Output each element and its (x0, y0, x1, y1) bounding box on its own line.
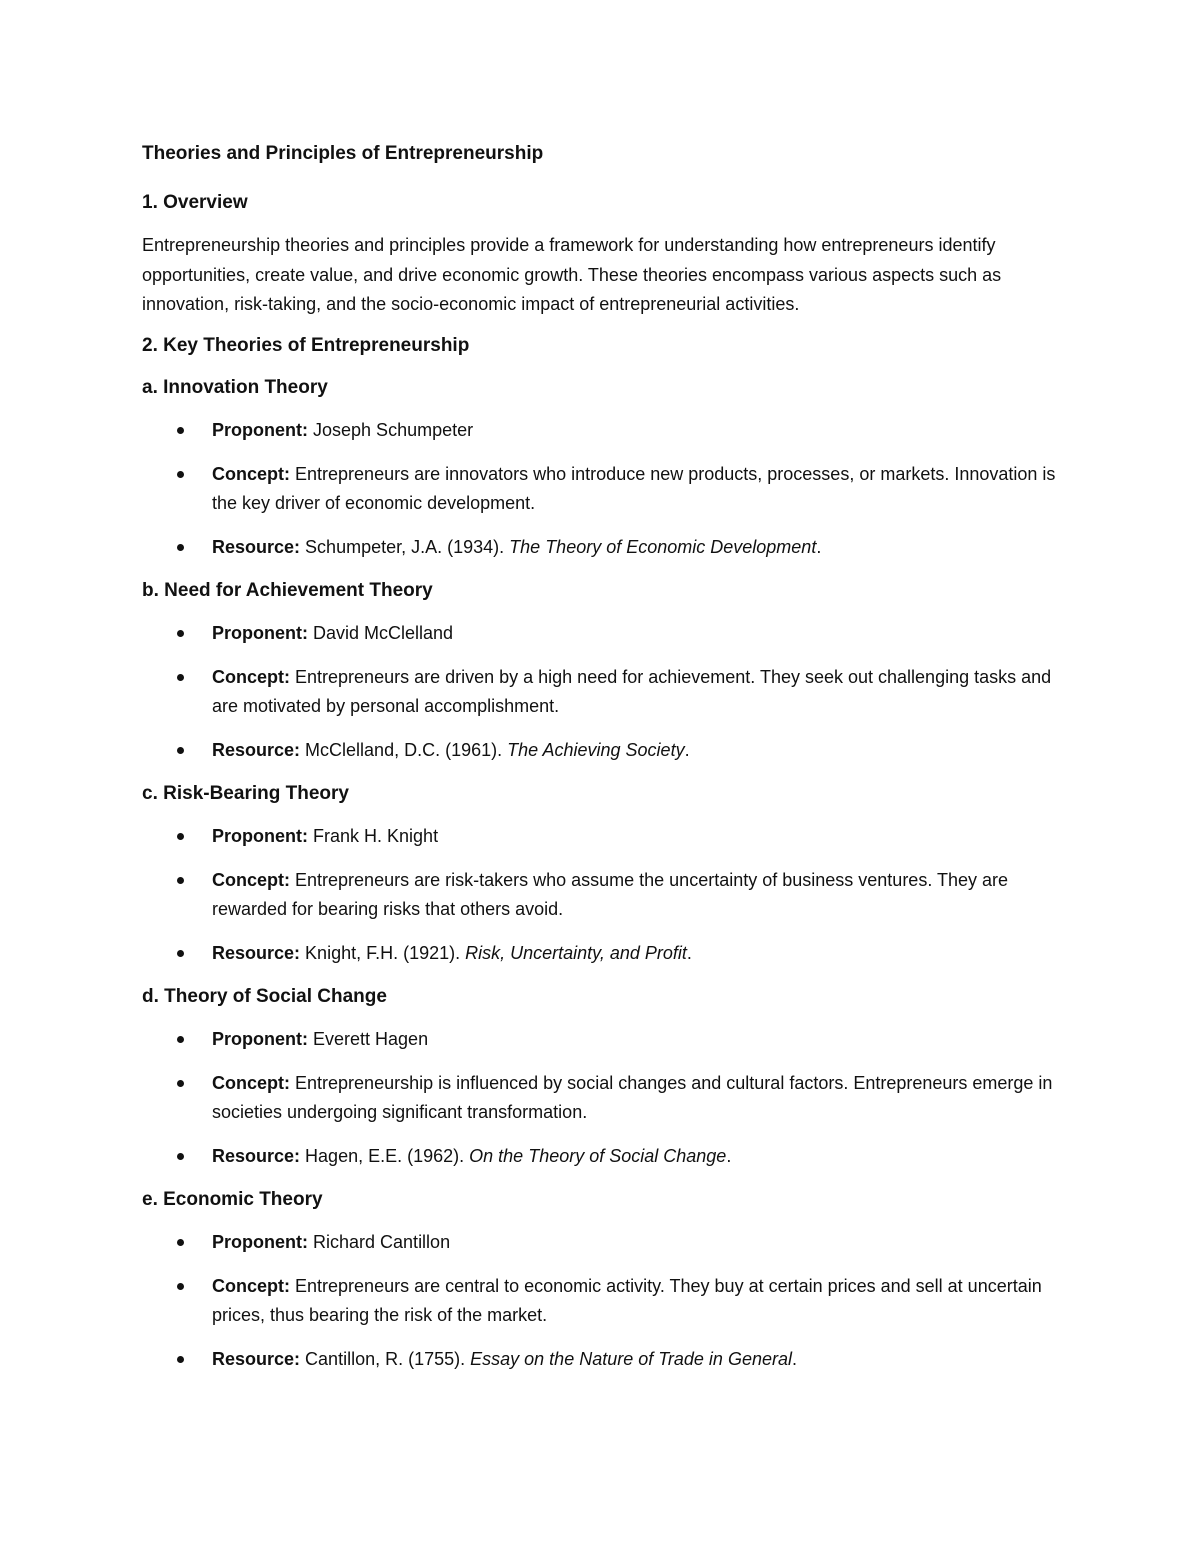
bullet-icon (177, 1283, 184, 1290)
theory-section-economic (142, 1186, 1062, 1374)
resource-citation: Cantillon, R. (1755). (305, 1348, 466, 1369)
proponent-item (142, 1025, 1062, 1054)
bullet-icon (177, 1080, 184, 1087)
resource-label: Resource: (212, 536, 301, 557)
bullet-icon (177, 950, 184, 957)
document-body (142, 140, 1062, 1389)
theory-bullet-list (142, 822, 1062, 968)
proponent-label: Proponent: (212, 1028, 308, 1049)
concept-item (142, 460, 1062, 518)
proponent-item (142, 1228, 1062, 1257)
proponent-name: Joseph Schumpeter (313, 419, 474, 440)
resource-citation: Hagen, E.E. (1962). (305, 1145, 465, 1166)
bullet-icon (177, 1356, 184, 1363)
theory-section-achievement (142, 577, 1062, 765)
resource-item (142, 533, 1062, 562)
bullet-icon (177, 833, 184, 840)
overview-heading: 1. Overview (142, 192, 248, 213)
document-title: Theories and Principles of Entrepreneurship (142, 143, 544, 164)
proponent-item (142, 822, 1062, 851)
bullet-icon (177, 1036, 184, 1043)
resource-title: Essay on the Nature of Trade in General (470, 1348, 792, 1369)
resource-end: . (726, 1145, 732, 1166)
proponent-label: Proponent: (212, 622, 308, 643)
proponent-label: Proponent: (212, 419, 308, 440)
theory-heading: c. Risk-Bearing Theory (142, 782, 349, 804)
resource-title: On the Theory of Social Change (469, 1145, 727, 1166)
concept-item (142, 663, 1062, 721)
resource-item (142, 1345, 1062, 1374)
theory-heading: e. Economic Theory (142, 1188, 323, 1210)
proponent-item (142, 619, 1062, 648)
proponent-label: Proponent: (212, 1231, 308, 1252)
proponent-name: Everett Hagen (313, 1028, 429, 1049)
concept-text: Entrepreneurs are driven by a high need for achievement. They seek out challenging tasks and are motivated by personal accomplishment. (212, 666, 1052, 716)
proponent-name: Richard Cantillon (313, 1231, 451, 1252)
bullet-icon (177, 630, 184, 637)
bullet-icon (177, 427, 184, 434)
resource-label: Resource: (212, 1145, 301, 1166)
proponent-label: Proponent: (212, 825, 308, 846)
concept-item (142, 1272, 1062, 1330)
overview-paragraph: Entrepreneurship theories and principles provide a framework for understanding how entrepreneurs identify opportunities, create value, and drive economic growth. These theories encompass various aspects such as innovation, risk-taking, and the socio-economic impact of entrepreneurial activities. (142, 235, 1002, 314)
theory-bullet-list (142, 619, 1062, 765)
bullet-icon (177, 674, 184, 681)
bullet-icon (177, 747, 184, 754)
resource-item (142, 1142, 1062, 1171)
resource-end: . (816, 536, 822, 557)
theory-heading: a. Innovation Theory (142, 376, 328, 398)
proponent-name: Frank H. Knight (313, 825, 439, 846)
concept-label: Concept: (212, 1072, 290, 1093)
concept-label: Concept: (212, 1275, 290, 1296)
concept-text: Entrepreneurs are risk-takers who assume the uncertainty of business ventures. They are rewarded for bearing risks that others avoid. (212, 869, 1009, 919)
resource-citation: McClelland, D.C. (1961). (305, 739, 503, 760)
theory-bullet-list (142, 1025, 1062, 1171)
bullet-icon (177, 471, 184, 478)
bullet-icon (177, 1239, 184, 1246)
resource-title: The Theory of Economic Development (509, 536, 817, 557)
bullet-icon (177, 1153, 184, 1160)
resource-end: . (686, 942, 692, 963)
resource-label: Resource: (212, 942, 301, 963)
theory-section-risk-bearing (142, 780, 1062, 968)
theory-heading: b. Need for Achievement Theory (142, 579, 433, 601)
resource-title: The Achieving Society (507, 739, 685, 760)
concept-text: Entrepreneurs are innovators who introduce new products, processes, or markets. Innovation is the key driver of economic development. (212, 463, 1056, 513)
resource-citation: Knight, F.H. (1921). (305, 942, 461, 963)
key-theories-heading: 2. Key Theories of Entrepreneurship (142, 334, 470, 356)
bullet-icon (177, 544, 184, 551)
bullet-icon (177, 877, 184, 884)
concept-label: Concept: (212, 463, 290, 484)
theory-section-social-change (142, 983, 1062, 1171)
concept-label: Concept: (212, 869, 290, 890)
theory-heading: d. Theory of Social Change (142, 985, 387, 1007)
concept-item (142, 866, 1062, 924)
resource-citation: Schumpeter, J.A. (1934). (305, 536, 505, 557)
resource-title: Risk, Uncertainty, and Profit (465, 942, 687, 963)
theory-section-innovation (142, 374, 1062, 562)
theory-bullet-list (142, 1228, 1062, 1374)
concept-text: Entrepreneurs are central to economic activity. They buy at certain prices and sell at uncertain prices, thus bearing the risk of the market. (212, 1275, 1042, 1325)
proponent-name: David McClelland (313, 622, 454, 643)
resource-end: . (791, 1348, 797, 1369)
concept-item (142, 1069, 1062, 1127)
resource-item (142, 736, 1062, 765)
concept-label: Concept: (212, 666, 290, 687)
resource-label: Resource: (212, 739, 301, 760)
resource-item (142, 939, 1062, 968)
concept-text: Entrepreneurship is influenced by social changes and cultural factors. Entrepreneurs emerge in societies undergoing significant transformation. (212, 1072, 1053, 1122)
resource-label: Resource: (212, 1348, 301, 1369)
resource-end: . (684, 739, 690, 760)
theory-bullet-list (142, 416, 1062, 562)
proponent-item (142, 416, 1062, 445)
